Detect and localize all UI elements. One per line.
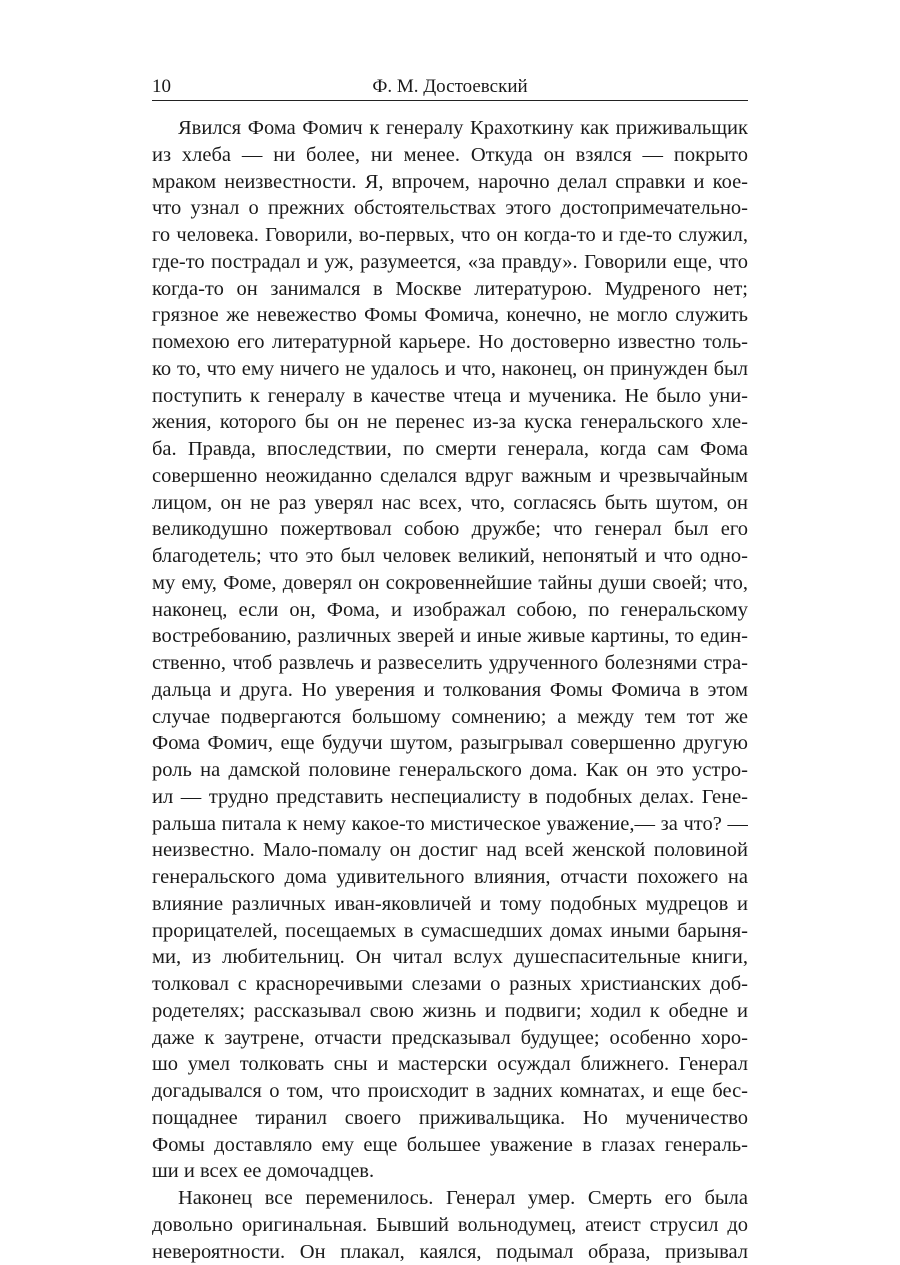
text-line: влияние различных иван-яковличей и тому подобных мудрецов и: [152, 891, 748, 918]
text-line: Фома Фомич, еще будучи шутом, разыгрывал совершенно другую: [152, 730, 748, 757]
text-line: грязное же невежество Фомы Фомича, конечно, не могло служить: [152, 302, 748, 329]
text-line: жения, которого бы он не перенес из-за куска генеральского хле-: [152, 409, 748, 436]
body-text: [152, 115, 748, 1265]
text-line: роль на дамской половине генеральского дома. Как он это устро-: [152, 757, 748, 784]
text-line: ба. Правда, впоследствии, по смерти генерала, когда сам Фома: [152, 436, 748, 463]
text-line: пощаднее тиранил своего приживальщика. Но мученичество: [152, 1105, 748, 1132]
text-line: мраком неизвестности. Я, впрочем, нарочно делал справки и кое-: [152, 169, 748, 196]
text-line: генеральского дома удивительного влияния, отчасти похожего на: [152, 864, 748, 891]
text-line: неизвестно. Мало-помалу он достиг над всей женской половиной: [152, 837, 748, 864]
running-title: Ф. М. Достоевский: [152, 74, 748, 100]
text-line: совершенно неожиданно сделался вдруг важным и чрезвычайным: [152, 463, 748, 490]
page-header: [152, 74, 748, 101]
text-line: ральша питала к нему какое-то мистическое уважение,— за что? —: [152, 811, 748, 838]
text-line: поступить к генералу в качестве чтеца и мученика. Не было уни-: [152, 383, 748, 410]
text-line: Фомы доставляло ему еще большее уважение в глазах генераль-: [152, 1132, 748, 1159]
paragraph: [152, 1185, 748, 1265]
text-line: из хлеба — ни более, ни менее. Откуда он взялся — покрыто: [152, 142, 748, 169]
text-line: наконец, если он, Фома, и изображал собою, по генеральскому: [152, 597, 748, 624]
text-line: толковал с красноречивыми слезами о разных христианских доб-: [152, 971, 748, 998]
text-line: ил — трудно представить неспециалисту в подобных делах. Гене-: [152, 784, 748, 811]
text-line: шо умел толковать сны и мастерски осуждал ближнего. Генерал: [152, 1051, 748, 1078]
text-line: ко то, что ему ничего не удалось и что, наконец, он принужден был: [152, 356, 748, 383]
text-line: му ему, Фоме, доверял он сокровеннейшие тайны души своей; что,: [152, 570, 748, 597]
text-line: Наконец все переменилось. Генерал умер. Смерть его была: [152, 1185, 748, 1212]
text-line: невероятности. Он плакал, каялся, подымал образа, призывал: [152, 1239, 748, 1265]
text-line: благодетель; что это был человек великий, непонятый и что одно-: [152, 543, 748, 570]
text-line: даже к заутрене, отчасти предсказывал будущее; особенно хоро-: [152, 1025, 748, 1052]
text-line: востребованию, различных зверей и иные живые картины, то един-: [152, 623, 748, 650]
text-line: великодушно пожертвовал собою дружбе; что генерал был его: [152, 516, 748, 543]
text-line: случае подвергаются большому сомнению; а между тем тот же: [152, 704, 748, 731]
text-line: помехою его литературной карьере. Но достоверно известно толь-: [152, 329, 748, 356]
page-number: 10: [152, 74, 171, 100]
text-line: лицом, он не раз уверял нас всех, что, согласясь быть шутом, он: [152, 490, 748, 517]
text-line: где-то пострадал и уж, разумеется, «за правду». Говорили еще, что: [152, 249, 748, 276]
text-line: что узнал о прежних обстоятельствах этого достопримечательно-: [152, 195, 748, 222]
text-line: когда-то он занимался в Москве литературою. Мудреного нет;: [152, 276, 748, 303]
text-line: догадывался о том, что происходит в задних комнатах, и еще бес-: [152, 1078, 748, 1105]
text-line: ственно, чтоб развлечь и развеселить удрученного болезнями стра-: [152, 650, 748, 677]
text-line: довольно оригинальная. Бывший вольнодумец, атеист струсил до: [152, 1212, 748, 1239]
text-line: ми, из любительниц. Он читал вслух душеспасительные книги,: [152, 944, 748, 971]
text-line: родетелях; рассказывал свою жизнь и подвиги; ходил к обедне и: [152, 998, 748, 1025]
text-line: дальца и друга. Но уверения и толкования Фомы Фомича в этом: [152, 677, 748, 704]
text-line: ши и всех ее домочадцев.: [152, 1158, 748, 1185]
text-line: го человека. Говорили, во-первых, что он когда-то и где-то служил,: [152, 222, 748, 249]
text-line: прорицателей, посещаемых в сумасшедших домах иными барыня-: [152, 918, 748, 945]
text-line: Явился Фома Фомич к генералу Крахоткину как приживальщик: [152, 115, 748, 142]
paragraph: [152, 115, 748, 1185]
